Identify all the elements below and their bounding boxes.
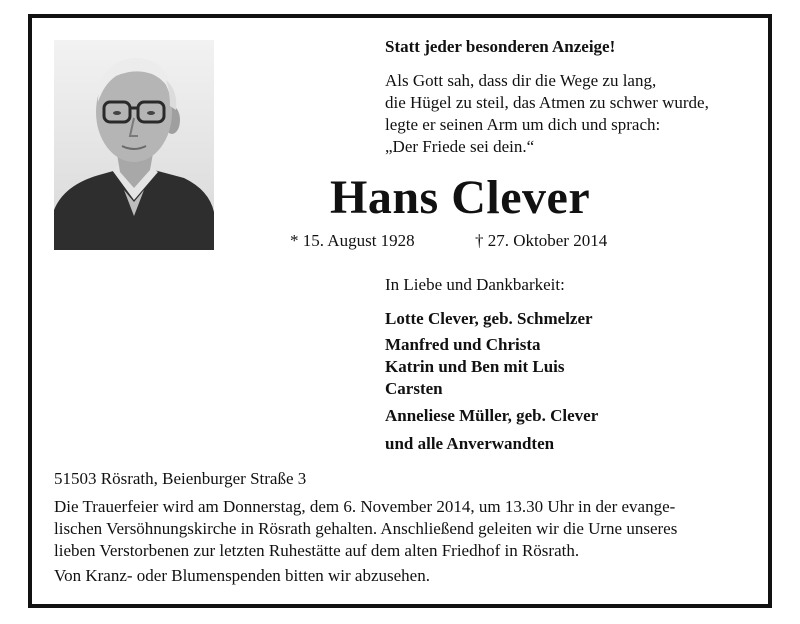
death-date: † 27. Oktober 2014: [475, 231, 608, 250]
notice-header: Statt jeder besonderen Anzeige!: [385, 37, 616, 56]
mourners-intro: In Liebe und Dankbarkeit:: [385, 275, 565, 294]
birth-date: * 15. August 1928: [290, 231, 415, 250]
poem: [385, 70, 709, 158]
poem-line: Als Gott sah, dass dir die Wege zu lang,: [385, 71, 657, 90]
funeral-line: lischen Versöhnungskirche in Rösrath gehalten. Anschließend geleiten wir die Urne unseres: [54, 519, 678, 538]
funeral-line: lieben Verstorbenen zur letzten Ruhestätte auf dem alten Friedhof in Rösrath.: [54, 541, 580, 560]
poem-line: „Der Friede sei dein.“: [385, 137, 535, 156]
mourner-spouse: Lotte Clever, geb. Schmelzer: [385, 309, 593, 328]
mourner-sister: Anneliese Müller, geb. Clever: [385, 406, 599, 425]
mourner-relatives: und alle Anverwandten: [385, 434, 555, 453]
funeral-info: [54, 496, 677, 562]
mourner-line: Carsten: [385, 379, 443, 398]
deceased-name: Hans Clever: [330, 171, 591, 224]
address: 51503 Rösrath, Beienburger Straße 3: [54, 469, 307, 488]
mourner-line: Manfred und Christa: [385, 335, 541, 354]
mourner-children: [385, 334, 565, 400]
poem-line: die Hügel zu steil, das Atmen zu schwer wurde,: [385, 93, 709, 112]
portrait-photo: [54, 40, 214, 250]
poem-line: legte er seinen Arm um dich und sprach:: [385, 115, 661, 134]
mourner-line: Katrin und Ben mit Luis: [385, 357, 565, 376]
portrait-illustration: [54, 40, 214, 250]
funeral-line: Die Trauerfeier wird am Donnerstag, dem 6. November 2014, um 13.30 Uhr in der evange-: [54, 497, 676, 516]
donation-note: Von Kranz- oder Blumenspenden bitten wir abzusehen.: [54, 566, 430, 585]
